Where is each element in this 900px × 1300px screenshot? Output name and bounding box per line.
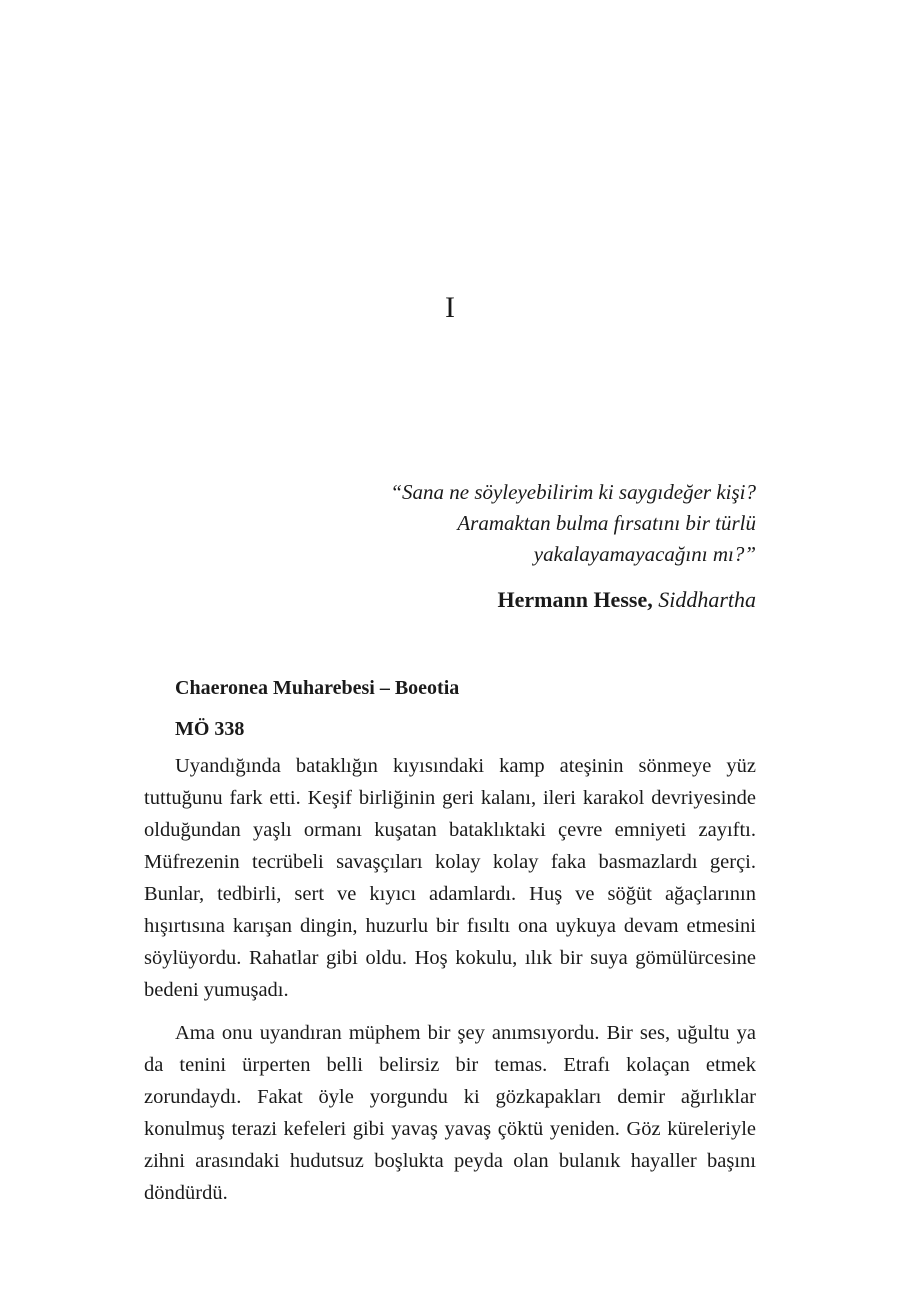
epigraph-line: Aramaktan bulma fırsatını bir türlü <box>457 511 756 535</box>
epigraph-author: Hermann Hesse, <box>497 587 653 612</box>
epigraph-attribution <box>256 585 756 615</box>
epigraph-quote <box>256 477 756 570</box>
chapter-number: I <box>445 291 455 324</box>
section-heading-place: Chaeronea Muharebesi – Boeotia <box>175 677 460 699</box>
epigraph-work-title: Siddhartha <box>658 587 756 612</box>
epigraph-line: yakalayamayacağını mı?” <box>533 542 756 566</box>
paragraph: Uyandığında bataklığın kıyısındaki kamp ateşinin sönmeye yüz tuttuğunu fark etti. Keşif birliğinin geri kalanı, ileri karakol devriyesinde olduğundan yaşlı ormanı kuşatan bataklıktaki çevre emniyeti zayıftı. Müfrezenin tecrübeli savaşçıları kolay kolay faka basmazlardı gerçi. Bunlar, tedbirli, sert ve kıyıcı adamlardı. Huş ve söğüt ağaçlarının hışırtısına karışan dingin, huzurlu bir fısıltı ona uykuya devam etmesini söylüyordu. Rahatlar gibi oldu. Hoş kokulu, ılık bir suya gömülürcesine bedeni yumuşadı. <box>144 755 756 1001</box>
section-heading-date: MÖ 338 <box>175 718 245 740</box>
paragraph: Ama onu uyandıran müphem bir şey anımsıyordu. Bir ses, uğultu ya da tenini ürperten belli belirsiz bir temas. Etrafı kolaçan etmek zorundaydı. Fakat öyle yorgundu ki gözkapakları demir ağırlıklar konulmuş terazi kefeleri gibi yavaş yavaş çöktü yeniden. Göz küreleriyle zihni arasındaki hudutsuz boşlukta peyda olan bulanık hayaller başını döndürdü. <box>144 1022 756 1204</box>
body-text <box>144 750 756 1220</box>
epigraph-line: “Sana ne söyleyebilirim ki saygıdeğer kişi? <box>390 480 756 504</box>
